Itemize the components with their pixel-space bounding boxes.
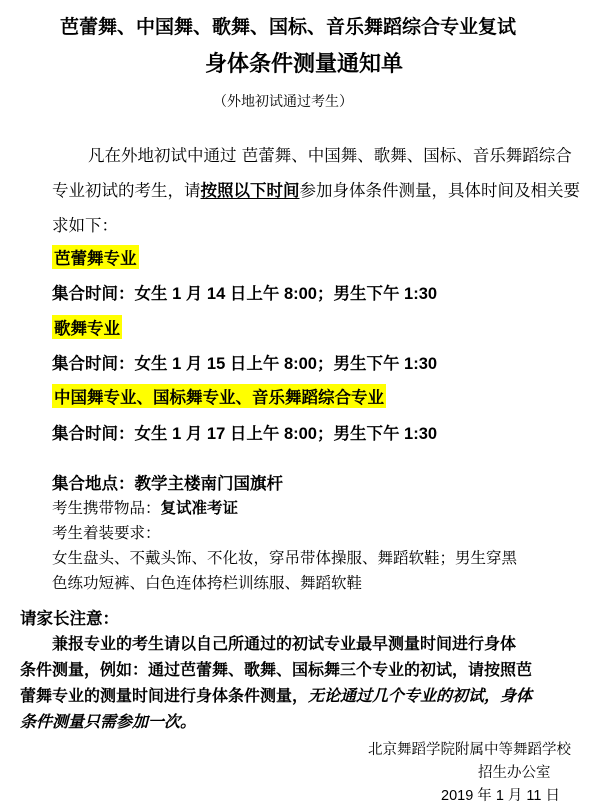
schedule-time-song-dance [52,350,437,374]
signature-date: 2019 年 1 月 11 日 [441,788,561,804]
intro-line-3: 求如下： [52,216,118,235]
page-title: 身体条件测量通知单 [205,52,404,77]
schedule-time-chinese-ballroom-music [52,420,437,444]
intro-line-2 [52,177,580,201]
notice-heading: 请家长注意： [20,609,119,628]
intro-text-c: 参加身体条件测量，具体时间及相关要 [299,181,580,200]
major-song-dance: 歌舞专业 [52,315,122,339]
time-value: 女生 1 月 14 日上午 8:00；男生下午 1:30 [134,285,438,303]
notice-line-3 [20,683,532,706]
dress-line-1: 女生盘头、不戴头饰、不化妆，穿吊带体操服、舞蹈软鞋；男生穿黑 [52,549,518,567]
signature-office: 招生办公室 [478,765,551,781]
time-label: 集合时间： [52,355,135,373]
notice-emphasis: 无论通过几个专业的初试，身体 [308,686,533,705]
time-value: 女生 1 月 15 日上午 8:00；男生下午 1:30 [134,355,438,373]
items-value: 复试准考证 [160,499,239,517]
notice-line-2: 条件测量，例如：通过芭蕾舞、歌舞、国标舞三个专业的初试，请按照芭 [20,660,533,679]
dress-line-2: 色练功短裤、白色连体挎栏训练服、舞蹈软鞋 [52,574,363,592]
major-ballet: 芭蕾舞专业 [52,245,139,269]
major-chinese-ballroom-music: 中国舞专业、国标舞专业、音乐舞蹈综合专业 [52,384,386,408]
notice-text: 蕾舞专业的测量时间进行身体条件测量， [20,686,309,705]
notice-line-1: 兼报专业的考生请以自己所通过的初试专业最早测量时间进行身体 [52,634,517,653]
page-subtitle: （外地初试通过考生） [213,94,353,110]
notice-line-4: 条件测量只需参加一次。 [20,712,197,731]
intro-text-a: 专业初试的考生，请 [52,181,201,200]
dress-label: 考生着装要求： [52,524,161,542]
signature-org: 北京舞蹈学院附属中等舞蹈学校 [368,742,571,758]
items-label: 考生携带物品： [52,499,161,517]
intro-emphasis: 按照以下时间 [200,181,300,200]
time-value: 女生 1 月 17 日上午 8:00；男生下午 1:30 [134,425,438,443]
assembly-location: 集合地点：教学主楼南门国旗杆 [52,474,283,493]
schedule-time-ballet [52,280,437,304]
items-line [52,496,238,518]
exam-heading: 芭蕾舞、中国舞、歌舞、国标、音乐舞蹈综合专业复试 [60,16,517,38]
time-label: 集合时间： [52,285,135,303]
time-label: 集合时间： [52,425,135,443]
intro-line-1: 凡在外地初试中通过 芭蕾舞、中国舞、歌舞、国标、音乐舞蹈综合 [88,146,572,165]
